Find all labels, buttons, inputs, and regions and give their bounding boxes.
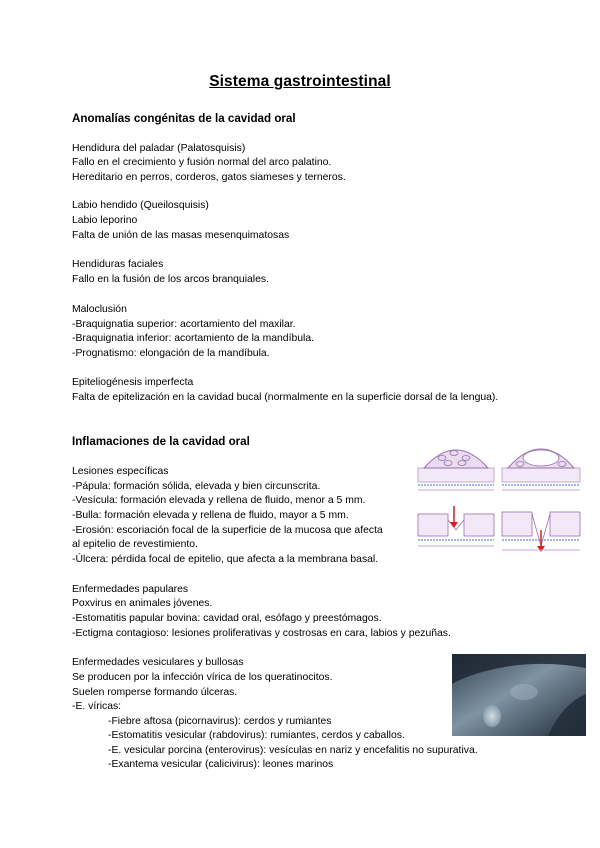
text-line: -Exantema vesicular (calicivirus): leones marinos [108, 759, 334, 770]
section-heading-inflammation: Inflamaciones de la cavidad oral [72, 435, 250, 448]
vesicle-diagram [502, 449, 580, 490]
vesicle-lesion-photo [452, 654, 586, 736]
text-line: -Ectigma contagioso: lesiones proliferativas y costrosas en cara, labios y pezuñas. [72, 628, 451, 639]
text-line: Hendidura del paladar (Palatosquisis) [72, 143, 246, 154]
text-line: -Vesícula: formación elevada y rellena de fluido, menor a 5 mm. [72, 495, 366, 506]
text-line: -Erosión: escoriación focal de la superficie de la mucosa que afecta [72, 525, 383, 536]
text-line: Fallo en el crecimiento y fusión normal del arco palatino. [72, 157, 332, 168]
text-line: Se producen por la infección vírica de los queratinocitos. [72, 672, 333, 683]
text-line: -E. víricas: [72, 701, 122, 712]
text-line: Hereditario en perros, corderos, gatos siameses y terneros. [72, 172, 346, 183]
page-title: Sistema gastrointestinal [209, 73, 391, 90]
text-line: Labio hendido (Queilosquisis) [72, 200, 209, 211]
lesion-diagram [416, 434, 584, 564]
text-line: Suelen romperse formando úlceras. [72, 687, 238, 698]
text-line: -Estomatitis vesicular (rabdovirus): rumiantes, cerdos y caballos. [108, 730, 405, 741]
text-line: Enfermedades vesiculares y bullosas [72, 657, 244, 668]
text-line: Lesiones específicas [72, 466, 169, 477]
papule-diagram [418, 450, 494, 490]
text-line: -Pápula: formación sólida, elevada y bien circunscrita. [72, 481, 321, 492]
text-line: -Braquignatia superior: acortamiento del maxilar. [72, 319, 296, 330]
text-line: Maloclusión [72, 304, 127, 315]
text-line: al epitelio de revestimiento. [72, 539, 198, 550]
text-line: Enfermedades papulares [72, 584, 189, 595]
text-line: -Úlcera: pérdida focal de epitelio, que afecta a la membrana basal. [72, 554, 379, 565]
erosion-diagram [418, 506, 494, 546]
text-line: Fallo en la fusión de los arcos branquiales. [72, 274, 269, 285]
text-line: -Bulla: formación elevada y rellena de fluido, mayor a 5 mm. [72, 510, 349, 521]
text-line: -Braquignatia inferior: acortamiento de la mandíbula. [72, 333, 315, 344]
ulcer-diagram [502, 512, 580, 552]
text-line: -E. vesicular porcina (enterovirus): vesículas en nariz y encefalitis no supurativa. [108, 745, 478, 756]
text-line: -Estomatitis papular bovina: cavidad oral, esófago y preestómagos. [72, 613, 382, 624]
text-line: -Fiebre aftosa (picornavirus): cerdos y rumiantes [108, 716, 332, 727]
text-line: Epiteliogénesis imperfecta [72, 377, 194, 388]
text-line: Labio leporino [72, 215, 138, 226]
section-heading-congenital: Anomalías congénitas de la cavidad oral [72, 112, 296, 125]
text-line: -Prognatismo: elongación de la mandíbula. [72, 348, 270, 359]
text-line: Falta de epitelización en la cavidad bucal (normalmente en la superficie dorsal de la lengua). [72, 392, 499, 403]
text-line: Poxvirus en animales jóvenes. [72, 598, 213, 609]
text-line: Falta de unión de las masas mesenquimatosas [72, 230, 290, 241]
text-line: Hendiduras faciales [72, 259, 164, 270]
